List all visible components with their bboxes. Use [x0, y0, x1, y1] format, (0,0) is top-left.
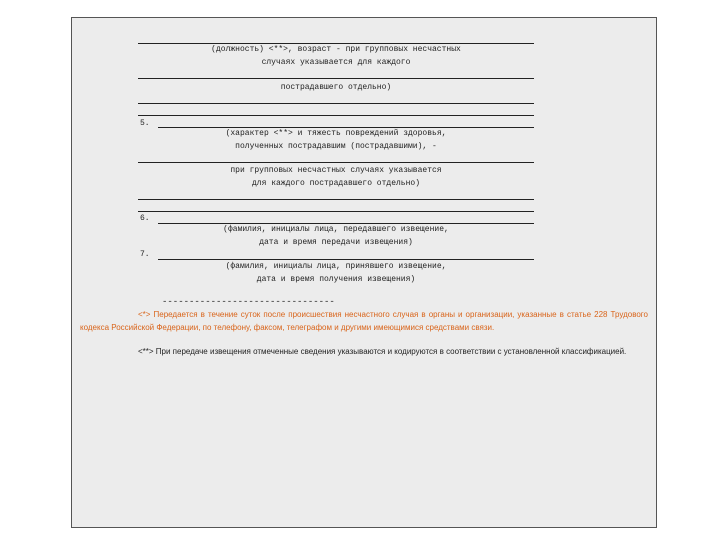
footnote-separator: -------------------------------- [162, 297, 335, 307]
caption-line: полученных пострадавшим (пострадавшими), - [235, 142, 437, 151]
item-number: 6. [140, 214, 150, 223]
caption-line: (характер <**> и тяжесть повреждений здоровья, [225, 129, 447, 138]
item-number: 5. [140, 119, 150, 128]
item-number: 7. [140, 250, 150, 259]
underline-field [138, 115, 534, 116]
underline-field [138, 211, 534, 212]
footnote-1-text: <*> Передается в течение суток после происшествия несчастного случая в органы и организации, указанные в статье 228 Трудового кодекса Российской Федерации, по телефону, факсом, телеграфом и другими имеющимися средствами связи. [80, 310, 648, 332]
underline-field [138, 78, 534, 79]
footnote-2 [80, 346, 648, 359]
caption-line: случаях указывается для каждого [261, 58, 411, 67]
underline-field [138, 162, 534, 163]
caption-line: (фамилия, инициалы лица, принявшего извещение, [225, 262, 447, 271]
caption-line: (фамилия, инициалы лица, передавшего извещение, [223, 225, 449, 234]
footnote-2-text: <**> При передаче извещения отмеченные сведения указываются и кодируются в соответствии с установленной классификацией. [138, 347, 627, 356]
caption-line: при групповых несчастных случаях указывается [230, 166, 442, 175]
caption-line: дата и время передачи извещения) [259, 238, 413, 247]
underline-field [138, 103, 534, 104]
underline-field [158, 259, 534, 260]
caption-line: (должность) <**>, возраст - при групповых несчастных [211, 45, 461, 54]
underline-field [138, 199, 534, 200]
caption-line: дата и время получения извещения) [256, 275, 416, 284]
footnote-1 [80, 309, 648, 334]
caption-line: для каждого пострадавшего отдельно) [251, 179, 421, 188]
caption-line: пострадавшего отдельно) [280, 83, 392, 92]
